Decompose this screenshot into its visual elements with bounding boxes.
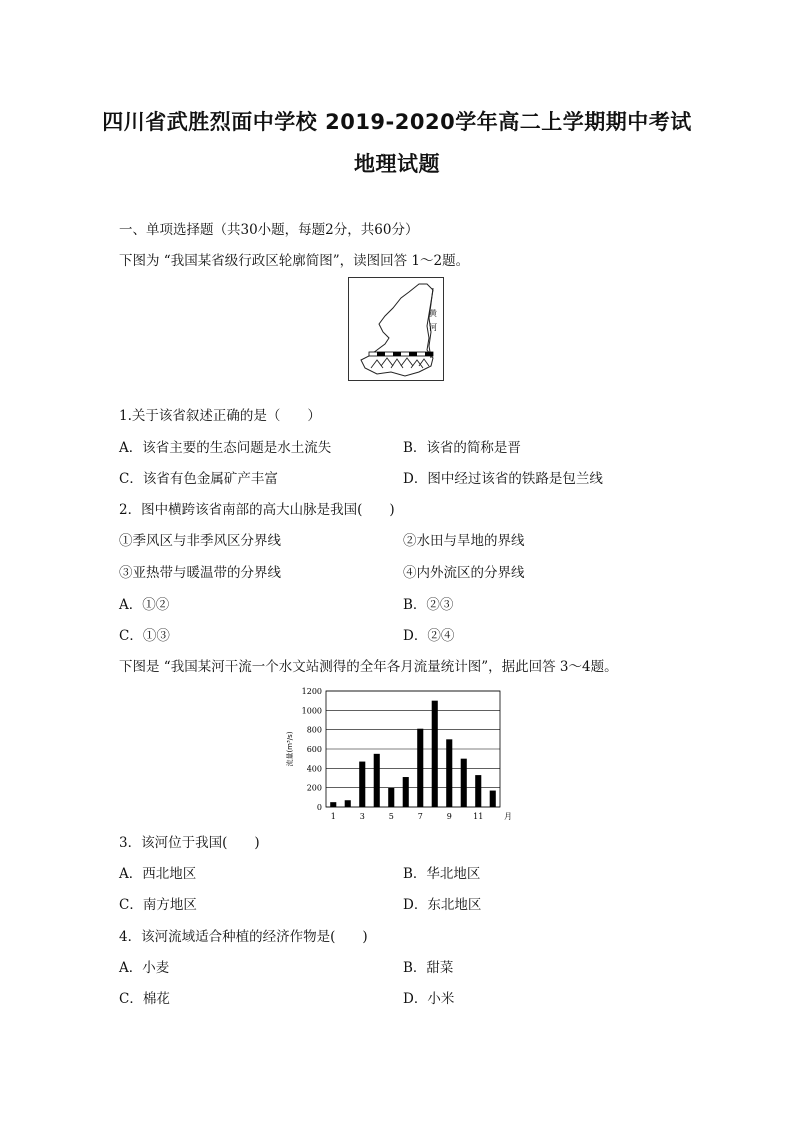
y-axis-label: 流量(m³/s) <box>286 731 294 767</box>
q1-option-d: D．图中经过该省的铁路是包兰线 <box>403 471 603 487</box>
bar-month-5 <box>388 788 394 807</box>
q4-option-d: D．小米 <box>403 991 455 1007</box>
q3-option-d: D．东北地区 <box>403 897 482 913</box>
q2-stem: 2．图中横跨该省南部的高大山脉是我国( ) <box>119 502 395 518</box>
x-tick-label: 1 <box>330 812 336 821</box>
y-tick-label: 1200 <box>301 687 322 696</box>
q1-option-a: A．该省主要的生态问题是水土流失 <box>119 440 332 456</box>
q1-option-b: B．该省的简称是晋 <box>403 440 521 456</box>
x-tick-label: 7 <box>417 812 423 821</box>
mountain-range-symbol <box>371 358 429 368</box>
bar-month-4 <box>374 754 380 807</box>
q3-option-a: A．西北地区 <box>119 866 197 882</box>
q3-stem: 3．该河位于我国( ) <box>119 835 260 851</box>
x-tick-label: 5 <box>388 812 394 821</box>
monthly-flow-chart <box>280 683 520 823</box>
q2-statement-3: ③亚热带与暖温带的分界线 <box>119 565 281 581</box>
bar-month-8 <box>432 701 438 807</box>
q2-option-d: D．②④ <box>403 628 455 644</box>
q2-statement-2: ②水田与旱地的界线 <box>403 533 525 549</box>
q2-option-a: A．①② <box>119 597 170 613</box>
q4-stem: 4．该河流域适合种植的经济作物是( ) <box>119 929 368 945</box>
bar-month-7 <box>417 729 423 807</box>
q2-statement-4: ④内外流区的分界线 <box>403 565 525 581</box>
x-tick-label: 9 <box>446 812 452 821</box>
q4-option-c: C．棉花 <box>119 991 170 1007</box>
y-tick-label: 800 <box>306 725 322 735</box>
paper-title-line2: 地理试题 <box>354 152 440 176</box>
x-tick-label: 11 <box>473 812 484 821</box>
q2-statement-1: ①季风区与非季风区分界线 <box>119 533 281 549</box>
q2-option-b: B．②③ <box>403 597 454 613</box>
group1-intro: 下图为 “我国某省级行政区轮廓简图”，读图回答 1～2题。 <box>119 253 470 269</box>
bar-month-3 <box>359 762 365 807</box>
paper-title-line1: 四川省武胜烈面中学校 2019-2020学年高二上学期期中考试 <box>102 110 692 134</box>
y-tick-label: 400 <box>306 764 322 774</box>
bar-month-9 <box>446 739 452 807</box>
x-axis-unit: 月 <box>504 812 512 821</box>
y-tick-label: 1000 <box>301 706 322 716</box>
bar-month-11 <box>475 775 481 807</box>
q2-option-c: C．①③ <box>119 628 170 644</box>
bar-month-6 <box>403 777 409 807</box>
bar-month-12 <box>490 791 496 807</box>
bar-month-1 <box>330 802 336 807</box>
river-label-1: 黄 <box>429 309 437 318</box>
province-outline-map <box>348 277 444 381</box>
y-tick-label: 0 <box>316 803 322 812</box>
railway-line <box>369 352 433 356</box>
group2-intro: 下图是 “我国某河干流一个水文站测得的全年各月流量统计图”，据此回答 3～4题。 <box>119 659 618 675</box>
bar-month-10 <box>461 759 467 807</box>
q4-option-b: B．甜菜 <box>403 960 454 976</box>
y-tick-label: 600 <box>306 745 322 754</box>
q3-option-b: B．华北地区 <box>403 866 481 882</box>
bar-month-2 <box>345 800 351 807</box>
q1-stem: 1.关于该省叙述正确的是（ ） <box>119 408 321 424</box>
x-tick-label: 3 <box>359 812 365 821</box>
q3-option-c: C．南方地区 <box>119 897 197 913</box>
q1-option-c: C．该省有色金属矿产丰富 <box>119 471 278 487</box>
river-label-2: 河 <box>429 323 437 332</box>
q4-option-a: A．小麦 <box>119 960 170 976</box>
y-tick-label: 200 <box>306 783 322 793</box>
section-heading: 一、单项选择题（共30小题，每题2分，共60分） <box>119 222 419 238</box>
